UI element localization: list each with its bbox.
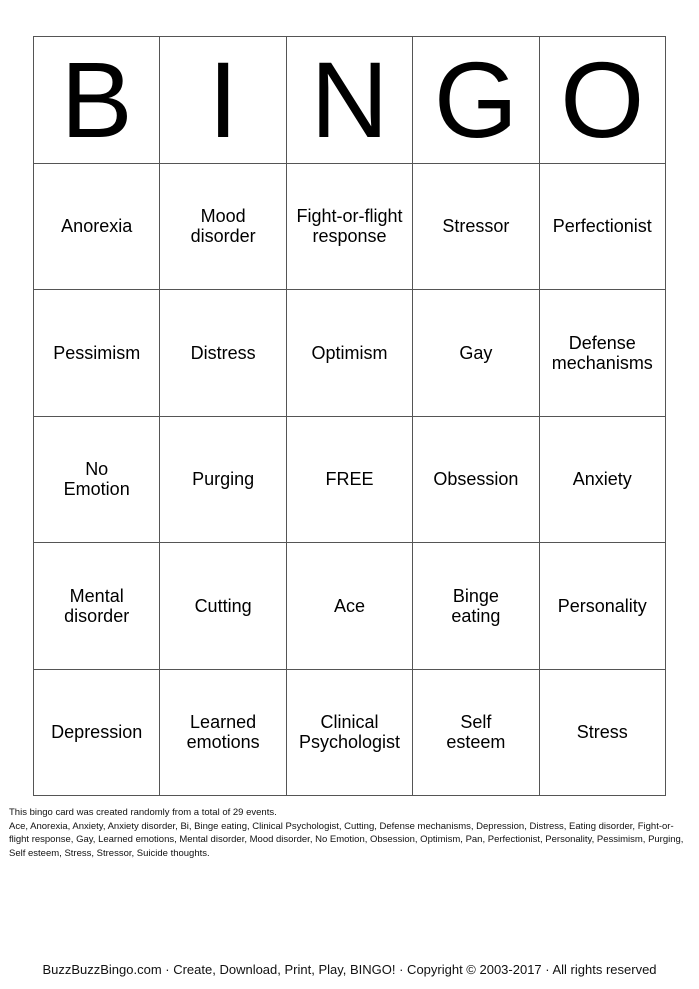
square-text: No (85, 459, 109, 480)
bingo-square (34, 290, 160, 417)
square-text: Clinical (320, 712, 379, 733)
square-text: Distress (190, 342, 256, 363)
square-text: Stress (576, 722, 628, 743)
bingo-square (34, 417, 160, 544)
bingo-square (540, 290, 666, 417)
bingo-square (34, 670, 160, 797)
event-list: Ace, Anorexia, Anxiety, Anxiety disorder, Bi, Binge eating, Clinical Psychologist, Cutting, Defense mechanisms, Depression, Distress, Eating disorder, Fight-or-flight response, Gay, Learned emotions, Mental disorder, Mood disorder, No Emotion, Obsession, Optimism, Pan, Perfectionist, Personality, Pessimism, Purging, Self esteem, Stress, Stressor, Suicide thoughts. (9, 820, 684, 859)
bingo-square (540, 670, 666, 797)
bingo-square (160, 670, 286, 797)
header-letter: G (413, 37, 539, 164)
square-text: Pessimism (53, 342, 141, 363)
bingo-square (413, 164, 539, 291)
square-text: Cutting (194, 595, 252, 616)
bingo-square (413, 543, 539, 670)
square-text: Obsession (433, 469, 519, 490)
bingo-card (33, 36, 666, 796)
square-text: response (312, 226, 387, 247)
square-text: Mood (200, 206, 246, 227)
bingo-square (413, 670, 539, 797)
square-text: disorder (190, 226, 256, 247)
square-text: Personality (557, 595, 647, 616)
bingo-square (540, 417, 666, 544)
bingo-square (160, 290, 286, 417)
header-letter: N (287, 37, 413, 164)
bingo-square (34, 543, 160, 670)
square-text: Optimism (311, 342, 388, 363)
bingo-square (160, 543, 286, 670)
square-text: Ace (333, 595, 365, 616)
bingo-square (287, 164, 413, 291)
square-text: FREE (325, 469, 374, 490)
bingo-square (34, 164, 160, 291)
square-text: Binge (452, 585, 499, 606)
header-letter: B (34, 37, 160, 164)
bingo-square (413, 417, 539, 544)
square-text: Anorexia (61, 216, 133, 237)
square-text: emotions (186, 732, 260, 753)
square-text: Mental (69, 585, 124, 606)
bingo-square (287, 670, 413, 797)
square-text: mechanisms (551, 352, 653, 373)
bingo-square (160, 417, 286, 544)
square-text: disorder (64, 605, 130, 626)
square-text: Stressor (442, 216, 510, 237)
footer: BuzzBuzzBingo.com · Create, Download, Print, Play, BINGO! · Copyright © 2003-2017 · All rights reserved (42, 962, 657, 977)
square-text: eating (451, 605, 501, 626)
square-text: Depression (51, 722, 143, 743)
square-text: Fight-or-flight (296, 206, 403, 227)
header-letter: I (160, 37, 286, 164)
square-text: Self (460, 712, 492, 733)
square-text: Emotion (63, 479, 130, 500)
square-text: Purging (192, 469, 255, 490)
bingo-square (287, 417, 413, 544)
bingo-square (540, 543, 666, 670)
bingo-square (287, 543, 413, 670)
square-text: Anxiety (572, 469, 632, 490)
square-text: Perfectionist (552, 216, 652, 237)
bingo-square (540, 164, 666, 291)
bingo-square (287, 290, 413, 417)
bingo-square (413, 290, 539, 417)
square-text: Psychologist (298, 732, 401, 753)
card-info (9, 806, 689, 860)
header-letter: O (540, 37, 666, 164)
info-summary: This bingo card was created randomly from a total of 29 events. (9, 807, 277, 818)
square-text: Learned (190, 712, 257, 733)
bingo-square (160, 164, 286, 291)
square-text: Gay (459, 342, 493, 363)
square-text: esteem (446, 732, 506, 753)
square-text: Defense (568, 332, 636, 353)
